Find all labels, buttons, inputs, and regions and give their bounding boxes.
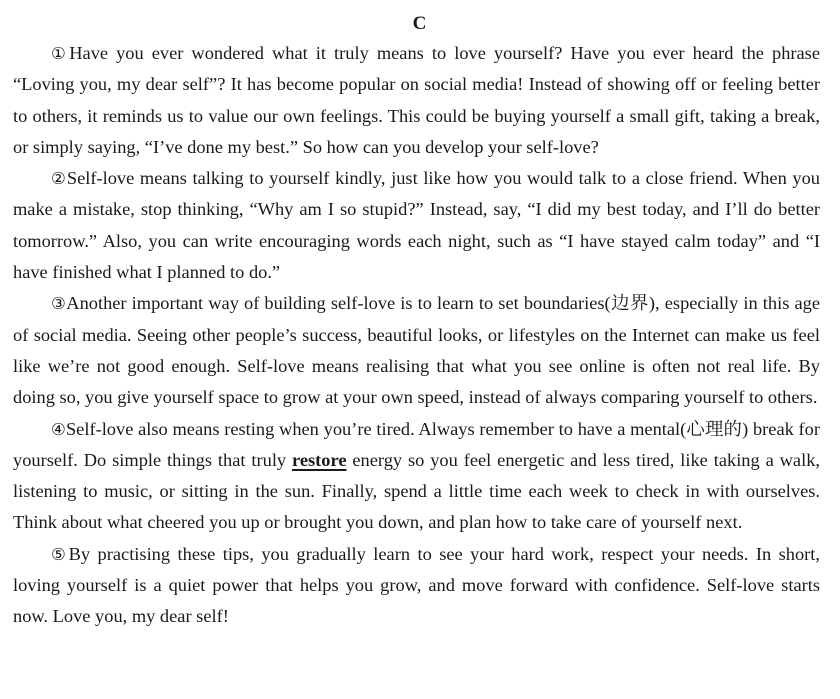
paragraph-number: ① [51, 44, 70, 63]
paragraph-text-before: Self-love also means resting when you’re tired. Always remember to have a mental(心理的) break for yourself. Do simple things that truly [13, 418, 820, 470]
paragraph-5 [13, 539, 820, 633]
paragraph-2 [13, 163, 820, 288]
paragraph-text: Have you ever wondered what it truly means to love yourself? Have you ever heard the phrase “Loving you, my dear self”? It has become popular on social media! Instead of showing off or feeling better to others, it reminds us to value our own feelings. This could be buying yourself a small gift, taking a break, or simply saying, “I’ve done my best.” So how can you develop your self-love? [13, 43, 820, 157]
paragraph-4 [13, 414, 820, 539]
paragraph-3 [13, 288, 820, 413]
paragraph-text: Another important way of building self-love is to learn to set boundaries(边界), especially in this age of social media. Seeing other people’s success, beautiful looks, or lifestyles on the Internet can make us feel like we’re not good enough. Self-love means realising that what you see online is often not real life. By doing so, you give yourself space to grow at your own speed, instead of always comparing yourself to others. [13, 293, 820, 408]
paragraph-text: Self-love means talking to yourself kindly, just like how you would talk to a close friend. When you make a mistake, stop thinking, “Why am I so stupid?” Instead, say, “I did my best today, and I’ll do better tomorrow.” Also, you can write encouraging words each night, such as “I have stayed calm today” and “I have finished what I planned to do.” [13, 168, 820, 283]
paragraph-number: ② [51, 169, 67, 189]
paragraph-number: ⑤ [51, 544, 69, 564]
paragraph-1 [13, 38, 820, 163]
passage-title: C [412, 13, 427, 34]
underlined-keyword: restore [292, 449, 347, 470]
paragraph-number: ③ [51, 294, 67, 314]
paragraph-text: By practising these tips, you gradually learn to see your hard work, respect your needs. In short, loving yourself is a quiet power that helps you grow, and move forward with confidence. Self-love starts now. Love you, my dear self! [13, 543, 820, 627]
paragraph-number: ④ [51, 419, 66, 439]
paragraph-text-after: energy so you feel energetic and less tired, like taking a walk, listening to music, or sitting in the sun. Finally, spend a little time each week to check in with ourselves. Think about what cheered you up or brought you down, and plan how to take care of yourself next. [13, 449, 820, 533]
